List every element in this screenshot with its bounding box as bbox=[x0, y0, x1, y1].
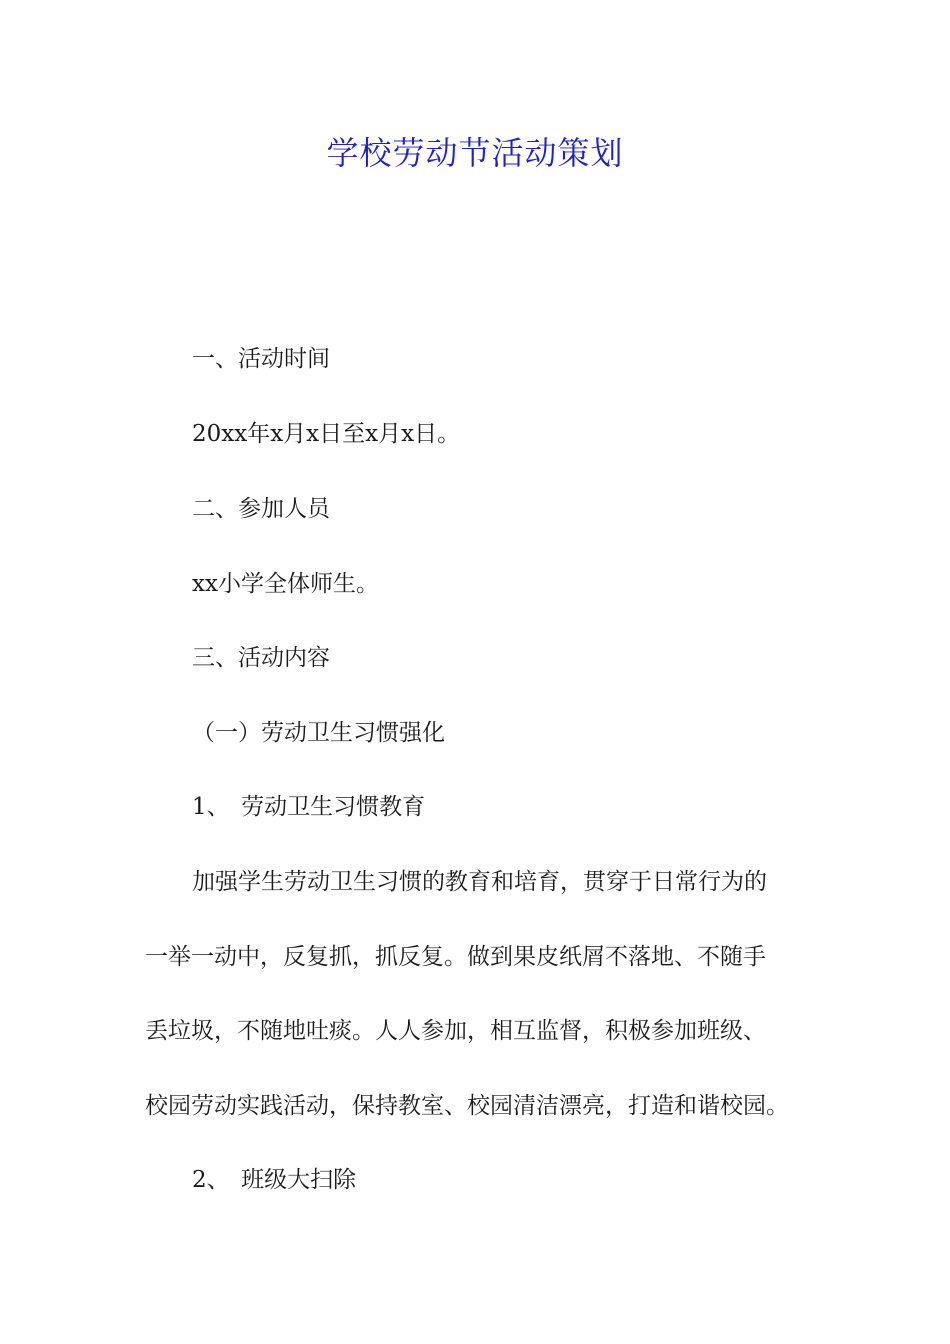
body-line-4: 校园劳动实践活动，保持教室、校园清洁漂亮，打造和谐校园。 bbox=[145, 1093, 789, 1119]
body-line-3: 丢垃圾，不随地吐痰。人人参加，相互监督，积极参加班级、 bbox=[145, 1018, 766, 1044]
document-title: 学校劳动节活动策划 bbox=[326, 134, 624, 172]
item-class-cleaning: 2、 班级大扫除 bbox=[192, 1167, 357, 1193]
body-line-2: 一举一动中，反复抓，抓反复。做到果皮纸屑不落地、不随手 bbox=[145, 944, 766, 970]
activity-time-text: 20xx年x月x日至x月x日。 bbox=[192, 421, 461, 447]
heading-activity-content: 三、活动内容 bbox=[192, 645, 330, 671]
participants-text: xx小学全体师生。 bbox=[192, 571, 379, 597]
heading-participants: 二、参加人员 bbox=[192, 496, 330, 522]
subheading-hygiene-habits: （一）劳动卫生习惯强化 bbox=[192, 720, 445, 746]
item-hygiene-education: 1、 劳动卫生习惯教育 bbox=[192, 794, 426, 820]
body-line-1: 加强学生劳动卫生习惯的教育和培育，贯穿于日常行为的 bbox=[192, 869, 767, 895]
heading-activity-time: 一、活动时间 bbox=[192, 346, 330, 372]
